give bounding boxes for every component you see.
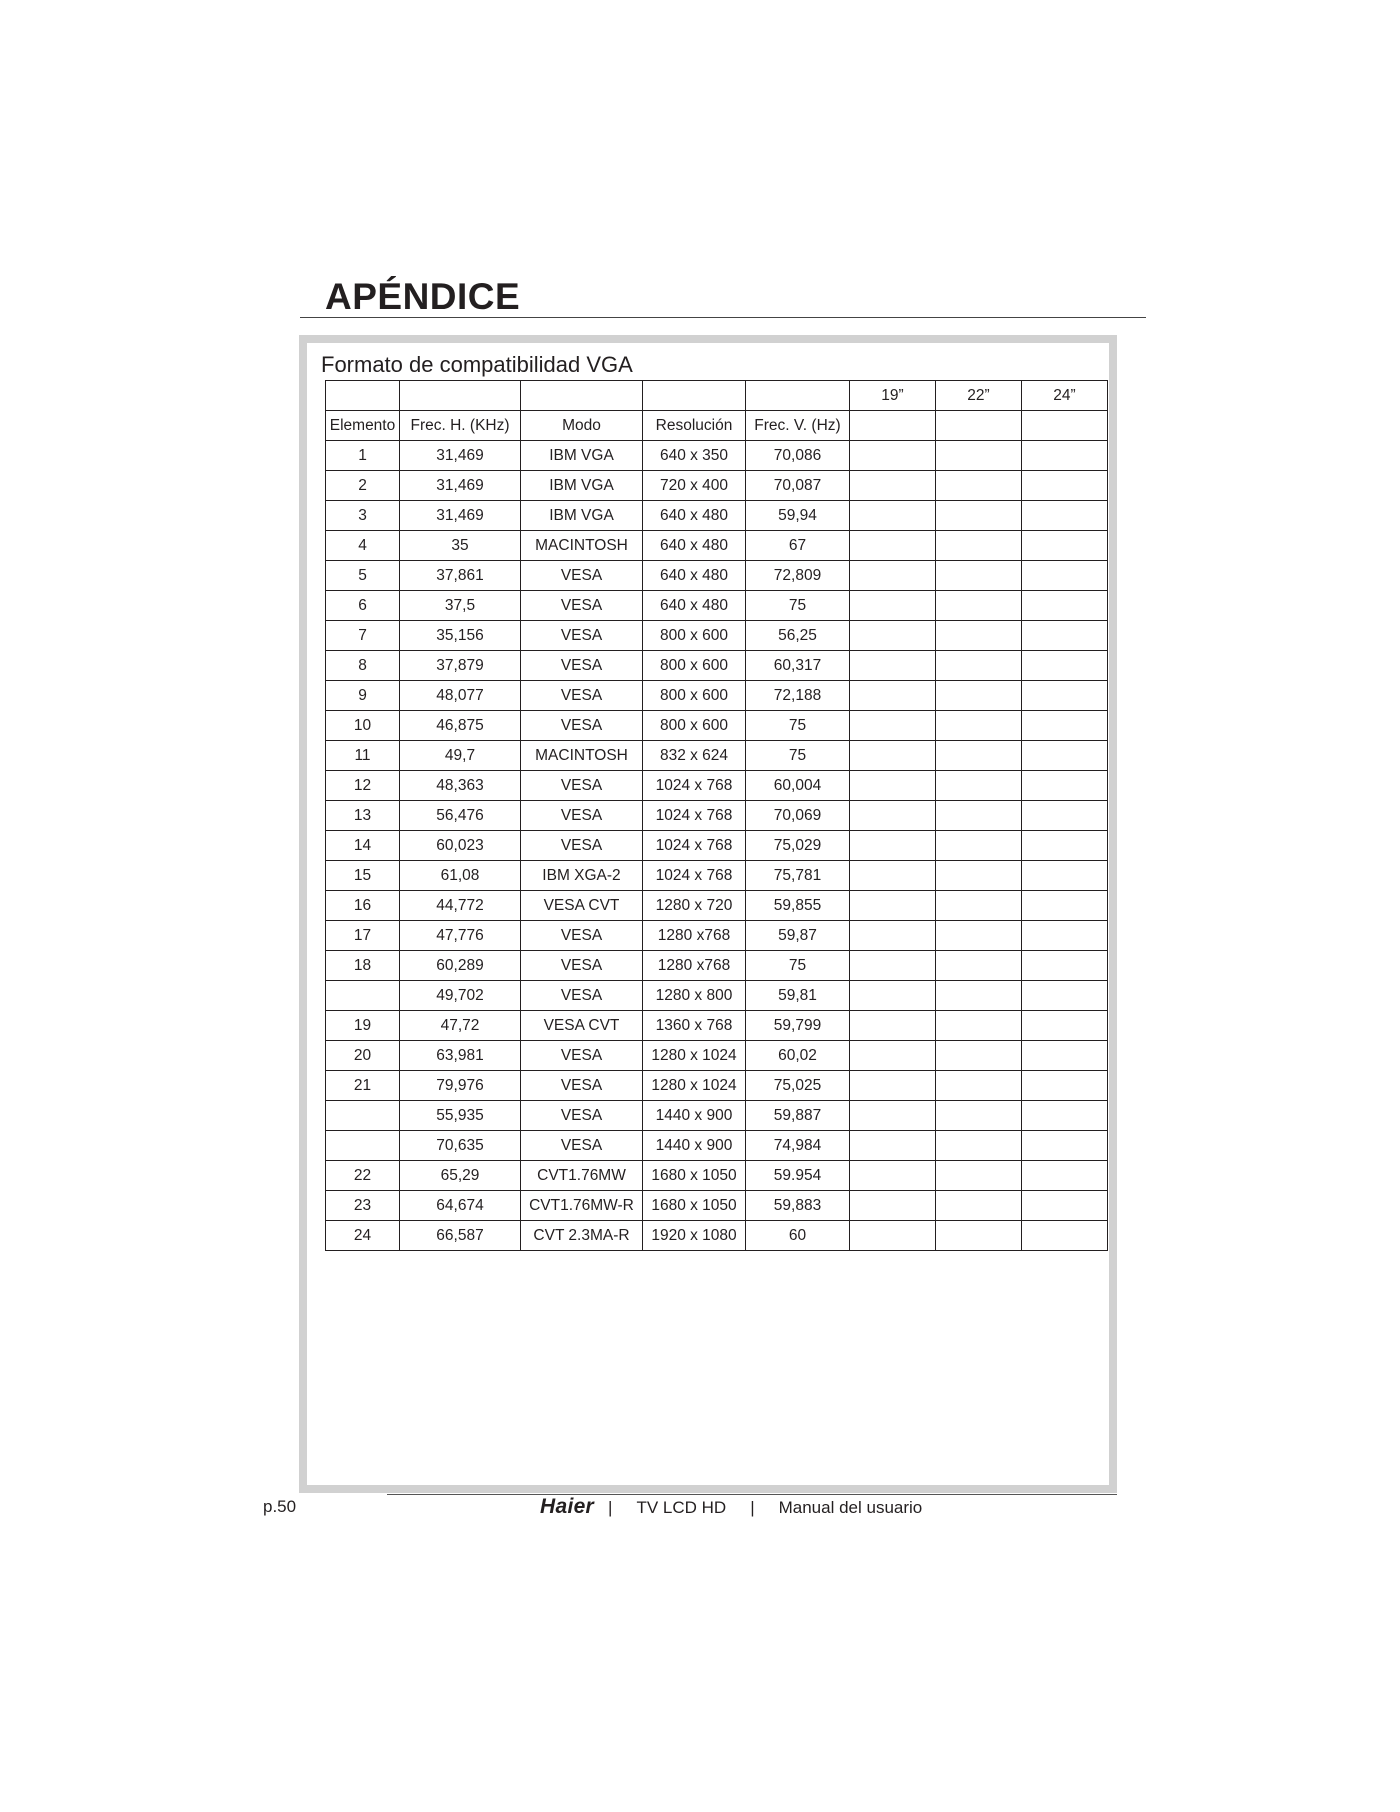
cell-frec-h: 66,587 xyxy=(400,1221,521,1251)
cell-resolucion: 800 x 600 xyxy=(643,681,746,711)
cell-frec-v: 70,087 xyxy=(746,471,850,501)
cell-frec-v: 75,025 xyxy=(746,1071,850,1101)
cell-elemento: 22 xyxy=(326,1161,400,1191)
footer xyxy=(540,1495,922,1519)
cell-size-check xyxy=(850,891,936,921)
cell-size-check xyxy=(1022,921,1108,951)
cell-frec-h: 31,469 xyxy=(400,471,521,501)
cell-frec-v: 75,781 xyxy=(746,861,850,891)
table-row xyxy=(326,951,1108,981)
cell-resolucion: 640 x 480 xyxy=(643,561,746,591)
column-header-modo: Modo xyxy=(521,411,643,441)
table-row xyxy=(326,1101,1108,1131)
cell-modo: VESA xyxy=(521,1131,643,1161)
cell-frec-v: 59,883 xyxy=(746,1191,850,1221)
table-row xyxy=(326,1011,1108,1041)
cell-frec-v: 59.954 xyxy=(746,1161,850,1191)
table-row xyxy=(326,1161,1108,1191)
cell-frec-v: 75 xyxy=(746,591,850,621)
cell-frec-h: 37,5 xyxy=(400,591,521,621)
cell-resolucion: 640 x 480 xyxy=(643,591,746,621)
cell-elemento xyxy=(326,1101,400,1131)
cell-resolucion: 1280 x768 xyxy=(643,951,746,981)
cell-frec-v: 74,984 xyxy=(746,1131,850,1161)
cell-size-check xyxy=(850,441,936,471)
cell-size-check xyxy=(850,621,936,651)
cell-modo: IBM VGA xyxy=(521,501,643,531)
cell-size-check xyxy=(850,501,936,531)
cell-frec-h: 47,776 xyxy=(400,921,521,951)
table-row xyxy=(326,741,1108,771)
cell-elemento: 12 xyxy=(326,771,400,801)
column-header-frec-h: Frec. H. (KHz) xyxy=(400,411,521,441)
cell-size-check xyxy=(1022,771,1108,801)
cell-frec-h: 35,156 xyxy=(400,621,521,651)
cell-elemento: 10 xyxy=(326,711,400,741)
cell-size-check xyxy=(936,1131,1022,1161)
cell-elemento: 17 xyxy=(326,921,400,951)
cell-size-check xyxy=(850,1071,936,1101)
cell-frec-v: 60,004 xyxy=(746,771,850,801)
cell-resolucion: 1280 x768 xyxy=(643,921,746,951)
cell-resolucion: 640 x 480 xyxy=(643,501,746,531)
cell-size-check xyxy=(850,591,936,621)
cell-modo: VESA xyxy=(521,921,643,951)
cell-frec-h: 46,875 xyxy=(400,711,521,741)
cell-size-check xyxy=(1022,1221,1108,1251)
cell-frec-h: 47,72 xyxy=(400,1011,521,1041)
cell-size-check xyxy=(850,1041,936,1071)
table-cell xyxy=(643,381,746,411)
table-row xyxy=(326,831,1108,861)
cell-frec-v: 72,809 xyxy=(746,561,850,591)
size-header-22: 22” xyxy=(936,381,1022,411)
cell-frec-v: 60 xyxy=(746,1221,850,1251)
cell-size-check xyxy=(850,1161,936,1191)
cell-frec-v: 75 xyxy=(746,711,850,741)
table-row xyxy=(326,771,1108,801)
cell-size-check xyxy=(1022,981,1108,1011)
page-heading: APÉNDICE xyxy=(325,276,521,317)
table-cell xyxy=(326,381,400,411)
cell-modo: VESA xyxy=(521,801,643,831)
cell-size-check xyxy=(936,531,1022,561)
brand-logo: Haier xyxy=(540,1495,595,1518)
cell-size-check xyxy=(850,711,936,741)
page-number: p.50 xyxy=(263,1497,297,1516)
cell-frec-v: 59,87 xyxy=(746,921,850,951)
table-cell xyxy=(1022,411,1108,441)
cell-size-check xyxy=(1022,1191,1108,1221)
cell-frec-v: 72,188 xyxy=(746,681,850,711)
cell-frec-v: 70,069 xyxy=(746,801,850,831)
cell-modo: CVT1.76MW-R xyxy=(521,1191,643,1221)
footer-separator: | xyxy=(750,1498,755,1517)
table-cell xyxy=(746,381,850,411)
column-header-resolucion: Resolución xyxy=(643,411,746,441)
table-row xyxy=(326,651,1108,681)
cell-size-check xyxy=(850,561,936,591)
heading-divider xyxy=(300,317,1146,318)
cell-size-check xyxy=(936,651,1022,681)
size-header-row xyxy=(326,381,1108,411)
cell-modo: VESA CVT xyxy=(521,1011,643,1041)
section-title: Formato de compatibilidad VGA xyxy=(321,352,633,377)
cell-modo: CVT1.76MW xyxy=(521,1161,643,1191)
cell-frec-h: 79,976 xyxy=(400,1071,521,1101)
cell-size-check xyxy=(936,771,1022,801)
cell-size-check xyxy=(936,831,1022,861)
table-row xyxy=(326,1041,1108,1071)
cell-size-check xyxy=(936,561,1022,591)
vga-compatibility-panel xyxy=(299,335,1117,1493)
cell-resolucion: 832 x 624 xyxy=(643,741,746,771)
cell-frec-v: 60,317 xyxy=(746,651,850,681)
cell-frec-h: 55,935 xyxy=(400,1101,521,1131)
table-row xyxy=(326,801,1108,831)
cell-size-check xyxy=(850,951,936,981)
table-cell xyxy=(936,411,1022,441)
cell-elemento: 15 xyxy=(326,861,400,891)
cell-resolucion: 640 x 350 xyxy=(643,441,746,471)
cell-modo: MACINTOSH xyxy=(521,531,643,561)
cell-size-check xyxy=(1022,1011,1108,1041)
cell-modo: VESA xyxy=(521,771,643,801)
cell-size-check xyxy=(936,951,1022,981)
cell-resolucion: 1280 x 720 xyxy=(643,891,746,921)
cell-size-check xyxy=(936,1011,1022,1041)
cell-frec-h: 44,772 xyxy=(400,891,521,921)
cell-modo: VESA xyxy=(521,1101,643,1131)
table-row xyxy=(326,1071,1108,1101)
cell-elemento: 2 xyxy=(326,471,400,501)
cell-elemento: 14 xyxy=(326,831,400,861)
table-row xyxy=(326,711,1108,741)
cell-size-check xyxy=(936,591,1022,621)
cell-modo: VESA CVT xyxy=(521,891,643,921)
cell-size-check xyxy=(936,1221,1022,1251)
cell-elemento: 8 xyxy=(326,651,400,681)
cell-resolucion: 800 x 600 xyxy=(643,711,746,741)
cell-resolucion: 640 x 480 xyxy=(643,531,746,561)
cell-size-check xyxy=(936,801,1022,831)
table-cell xyxy=(521,381,643,411)
cell-size-check xyxy=(850,831,936,861)
cell-frec-v: 59,94 xyxy=(746,501,850,531)
cell-elemento: 3 xyxy=(326,501,400,531)
cell-modo: IBM VGA xyxy=(521,471,643,501)
cell-resolucion: 1440 x 900 xyxy=(643,1131,746,1161)
cell-frec-v: 75 xyxy=(746,951,850,981)
cell-size-check xyxy=(936,621,1022,651)
cell-frec-v: 59,855 xyxy=(746,891,850,921)
table-row xyxy=(326,1131,1108,1161)
cell-size-check xyxy=(1022,861,1108,891)
table-row xyxy=(326,501,1108,531)
cell-frec-h: 31,469 xyxy=(400,441,521,471)
cell-size-check xyxy=(850,651,936,681)
cell-elemento: 24 xyxy=(326,1221,400,1251)
cell-size-check xyxy=(1022,441,1108,471)
cell-elemento: 23 xyxy=(326,1191,400,1221)
cell-elemento: 19 xyxy=(326,1011,400,1041)
cell-size-check xyxy=(850,1101,936,1131)
cell-size-check xyxy=(936,681,1022,711)
cell-resolucion: 1280 x 800 xyxy=(643,981,746,1011)
table-row xyxy=(326,591,1108,621)
cell-size-check xyxy=(936,1161,1022,1191)
table-row xyxy=(326,1221,1108,1251)
cell-modo: IBM VGA xyxy=(521,441,643,471)
cell-frec-h: 49,702 xyxy=(400,981,521,1011)
cell-size-check xyxy=(936,1041,1022,1071)
size-header-24: 24” xyxy=(1022,381,1108,411)
cell-size-check xyxy=(850,981,936,1011)
cell-resolucion: 1280 x 1024 xyxy=(643,1071,746,1101)
cell-size-check xyxy=(850,801,936,831)
cell-frec-v: 75 xyxy=(746,741,850,771)
cell-size-check xyxy=(936,891,1022,921)
cell-resolucion: 1360 x 768 xyxy=(643,1011,746,1041)
cell-resolucion: 720 x 400 xyxy=(643,471,746,501)
cell-modo: VESA xyxy=(521,1041,643,1071)
cell-size-check xyxy=(936,921,1022,951)
footer-product: TV LCD HD xyxy=(636,1498,727,1517)
cell-resolucion: 1024 x 768 xyxy=(643,771,746,801)
cell-resolucion: 1024 x 768 xyxy=(643,801,746,831)
cell-size-check xyxy=(1022,951,1108,981)
cell-frec-v: 70,086 xyxy=(746,441,850,471)
cell-resolucion: 800 x 600 xyxy=(643,621,746,651)
cell-frec-h: 37,861 xyxy=(400,561,521,591)
cell-size-check xyxy=(936,441,1022,471)
cell-size-check xyxy=(850,921,936,951)
cell-frec-v: 56,25 xyxy=(746,621,850,651)
cell-resolucion: 1680 x 1050 xyxy=(643,1161,746,1191)
table-row xyxy=(326,621,1108,651)
cell-size-check xyxy=(1022,501,1108,531)
cell-modo: CVT 2.3MA-R xyxy=(521,1221,643,1251)
cell-size-check xyxy=(936,1101,1022,1131)
table-row xyxy=(326,561,1108,591)
cell-size-check xyxy=(1022,1101,1108,1131)
cell-modo: IBM XGA-2 xyxy=(521,861,643,891)
cell-size-check xyxy=(936,981,1022,1011)
cell-elemento: 11 xyxy=(326,741,400,771)
cell-resolucion: 1280 x 1024 xyxy=(643,1041,746,1071)
cell-resolucion: 1024 x 768 xyxy=(643,861,746,891)
cell-size-check xyxy=(1022,471,1108,501)
cell-modo: VESA xyxy=(521,981,643,1011)
cell-frec-h: 70,635 xyxy=(400,1131,521,1161)
cell-modo: VESA xyxy=(521,831,643,861)
cell-elemento: 21 xyxy=(326,1071,400,1101)
table-row xyxy=(326,471,1108,501)
cell-modo: VESA xyxy=(521,711,643,741)
cell-size-check xyxy=(850,1131,936,1161)
cell-modo: VESA xyxy=(521,681,643,711)
cell-size-check xyxy=(850,1191,936,1221)
cell-frec-v: 60,02 xyxy=(746,1041,850,1071)
cell-resolucion: 800 x 600 xyxy=(643,651,746,681)
table-row xyxy=(326,891,1108,921)
footer-manual: Manual del usuario xyxy=(778,1498,923,1517)
cell-size-check xyxy=(850,531,936,561)
cell-size-check xyxy=(1022,621,1108,651)
cell-size-check xyxy=(936,861,1022,891)
size-header-19: 19” xyxy=(850,381,936,411)
cell-frec-h: 48,077 xyxy=(400,681,521,711)
column-header-elemento: Elemento xyxy=(326,411,400,441)
cell-frec-h: 60,023 xyxy=(400,831,521,861)
cell-size-check xyxy=(1022,1131,1108,1161)
cell-modo: VESA xyxy=(521,561,643,591)
cell-resolucion: 1920 x 1080 xyxy=(643,1221,746,1251)
cell-size-check xyxy=(1022,741,1108,771)
cell-frec-h: 64,674 xyxy=(400,1191,521,1221)
cell-elemento xyxy=(326,981,400,1011)
cell-size-check xyxy=(1022,531,1108,561)
cell-frec-v: 59,887 xyxy=(746,1101,850,1131)
cell-size-check xyxy=(850,1011,936,1041)
cell-size-check xyxy=(850,681,936,711)
cell-elemento: 6 xyxy=(326,591,400,621)
cell-size-check xyxy=(936,741,1022,771)
cell-elemento: 20 xyxy=(326,1041,400,1071)
cell-size-check xyxy=(936,471,1022,501)
cell-frec-h: 35 xyxy=(400,531,521,561)
cell-elemento: 16 xyxy=(326,891,400,921)
cell-size-check xyxy=(1022,711,1108,741)
cell-frec-v: 59,799 xyxy=(746,1011,850,1041)
cell-frec-h: 48,363 xyxy=(400,771,521,801)
cell-size-check xyxy=(936,1191,1022,1221)
table-row xyxy=(326,681,1108,711)
cell-modo: VESA xyxy=(521,1071,643,1101)
cell-elemento: 1 xyxy=(326,441,400,471)
cell-size-check xyxy=(936,501,1022,531)
cell-elemento: 7 xyxy=(326,621,400,651)
cell-frec-h: 60,289 xyxy=(400,951,521,981)
cell-elemento: 18 xyxy=(326,951,400,981)
cell-frec-h: 31,469 xyxy=(400,501,521,531)
cell-size-check xyxy=(1022,561,1108,591)
cell-size-check xyxy=(1022,681,1108,711)
cell-size-check xyxy=(1022,891,1108,921)
table-row xyxy=(326,441,1108,471)
table-row xyxy=(326,531,1108,561)
cell-frec-v: 67 xyxy=(746,531,850,561)
footer-separator: | xyxy=(608,1498,613,1517)
cell-elemento: 9 xyxy=(326,681,400,711)
cell-frec-h: 49,7 xyxy=(400,741,521,771)
table-cell xyxy=(400,381,521,411)
cell-modo: VESA xyxy=(521,591,643,621)
vga-compatibility-table xyxy=(325,380,1108,1251)
cell-elemento: 13 xyxy=(326,801,400,831)
cell-size-check xyxy=(1022,1161,1108,1191)
cell-resolucion: 1440 x 900 xyxy=(643,1101,746,1131)
cell-frec-h: 61,08 xyxy=(400,861,521,891)
table-row xyxy=(326,861,1108,891)
cell-size-check xyxy=(1022,591,1108,621)
table-cell xyxy=(850,411,936,441)
cell-frec-h: 56,476 xyxy=(400,801,521,831)
table-row xyxy=(326,921,1108,951)
cell-frec-h: 65,29 xyxy=(400,1161,521,1191)
cell-size-check xyxy=(850,861,936,891)
cell-size-check xyxy=(1022,1041,1108,1071)
cell-modo: VESA xyxy=(521,651,643,681)
cell-elemento: 5 xyxy=(326,561,400,591)
cell-size-check xyxy=(1022,831,1108,861)
cell-size-check xyxy=(936,1071,1022,1101)
cell-frec-v: 59,81 xyxy=(746,981,850,1011)
column-header-row xyxy=(326,411,1108,441)
cell-modo: VESA xyxy=(521,621,643,651)
cell-size-check xyxy=(936,711,1022,741)
cell-resolucion: 1680 x 1050 xyxy=(643,1191,746,1221)
table-row xyxy=(326,981,1108,1011)
cell-frec-h: 37,879 xyxy=(400,651,521,681)
cell-modo: VESA xyxy=(521,951,643,981)
cell-size-check xyxy=(850,741,936,771)
cell-size-check xyxy=(850,1221,936,1251)
cell-size-check xyxy=(1022,651,1108,681)
table-row xyxy=(326,1191,1108,1221)
cell-modo: MACINTOSH xyxy=(521,741,643,771)
cell-size-check xyxy=(850,771,936,801)
cell-size-check xyxy=(850,471,936,501)
cell-elemento xyxy=(326,1131,400,1161)
cell-frec-h: 63,981 xyxy=(400,1041,521,1071)
cell-frec-v: 75,029 xyxy=(746,831,850,861)
cell-resolucion: 1024 x 768 xyxy=(643,831,746,861)
column-header-frec-v: Frec. V. (Hz) xyxy=(746,411,850,441)
cell-elemento: 4 xyxy=(326,531,400,561)
cell-size-check xyxy=(1022,801,1108,831)
cell-size-check xyxy=(1022,1071,1108,1101)
